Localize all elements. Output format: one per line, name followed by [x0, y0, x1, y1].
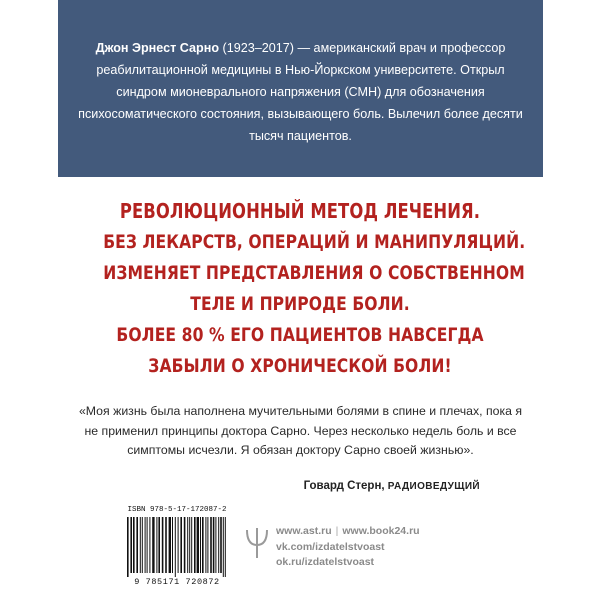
barcode-bar — [225, 517, 226, 577]
barcode-bar — [223, 517, 224, 577]
claim-line-6: ЗАБЫЛИ О ХРОНИЧЕСКОЙ БОЛИ! — [148, 355, 452, 377]
author-name: Джон Эрнест Сарно — [95, 41, 220, 55]
claim-line-2: БЕЗ ЛЕКАРСТВ, ОПЕРАЦИЙ И МАНИПУЛЯЦИЙ. — [103, 231, 526, 253]
claim-line-4: ТЕЛЕ И ПРИРОДЕ БОЛИ. — [190, 293, 410, 315]
barcode-bar — [127, 517, 129, 577]
link-ast[interactable]: www.ast.ru — [276, 525, 332, 537]
barcode-bar — [149, 517, 150, 573]
barcode-bar — [220, 517, 222, 573]
barcode-bar — [215, 517, 216, 573]
psi-logo-icon — [244, 527, 270, 559]
barcode-bar — [140, 517, 141, 573]
link-separator: | — [335, 525, 339, 537]
barcode-bar — [147, 517, 148, 573]
barcode-bar — [142, 517, 143, 573]
barcode-bar — [165, 517, 167, 573]
barcode-bar — [133, 517, 135, 573]
barcode-bar — [162, 517, 164, 573]
barcode-bar — [210, 517, 212, 573]
barcode-bar — [197, 517, 199, 573]
barcode-bar — [175, 517, 176, 577]
testimonial-author-role: РАДИОВЕДУЩИЙ — [387, 481, 480, 492]
barcode-bar — [130, 517, 132, 573]
barcode-bar — [218, 517, 219, 573]
claim-line-3: ИЗМЕНЯЕТ ПРЕДСТАВЛЕНИЯ О СОБСТВЕННОМ — [103, 262, 525, 284]
barcode-bar — [169, 517, 171, 573]
links-row-1 — [276, 524, 476, 540]
testimonial-quote: «Моя жизнь была наполнена мучительными болями в спине и плечах, пока я не применил принципы доктора Сарно. Через несколько недель боль и все симптомы исчезли. Я обязан доктору Сарно своей жизнью». — [78, 404, 523, 457]
barcode-bars — [123, 517, 231, 577]
barcode-bar — [172, 517, 173, 573]
isbn-label: ISBN 978-5-17-172087-2 — [127, 506, 227, 514]
barcode-bar — [205, 517, 206, 573]
link-book24[interactable]: www.book24.ru — [342, 525, 420, 537]
barcode-bar — [191, 517, 192, 573]
claim-line-1: РЕВОЛЮЦИОННЫЙ МЕТОД ЛЕЧЕНИЯ. — [119, 199, 481, 223]
promo-claims — [60, 196, 540, 382]
barcode-bar — [187, 517, 188, 573]
link-vk[interactable]: vk.com/izdatelstvoast — [276, 540, 385, 553]
barcode-digits: 9 785171 720872 — [134, 577, 220, 587]
testimonial-author-name: Говард Стерн, — [303, 480, 388, 492]
barcode-bar — [158, 517, 160, 573]
barcode-bar — [184, 517, 186, 573]
barcode-bar — [180, 517, 182, 573]
author-bio — [78, 37, 523, 147]
link-ok[interactable]: ok.ru/izdatelstvoast — [276, 556, 375, 568]
barcode-bar — [207, 517, 208, 573]
barcode-bar — [189, 517, 190, 573]
barcode-bar — [145, 517, 146, 573]
barcode-bar — [152, 517, 154, 573]
claim-line-5: БОЛЕЕ 80 % ЕГО ПАЦИЕНТОВ НАВСЕГДА — [116, 324, 484, 346]
barcode-bar — [213, 517, 215, 573]
publisher-links — [276, 524, 476, 571]
barcode-bar — [194, 517, 196, 573]
barcode-bar — [200, 517, 201, 573]
barcode-bar — [178, 517, 179, 573]
barcode-bar — [156, 517, 157, 573]
isbn-barcode — [123, 506, 231, 586]
testimonial-author — [300, 480, 480, 492]
barcode-bar — [202, 517, 204, 573]
author-bio-text: (1923–2017) — американский врач и профессор реабилитационной медицины в Нью-Йоркском университете. Открыл синдром мионеврального напряжения (СМН) для обозначения психосоматического состояния, вызывающего боль. Вылечил более десяти тысяч пациентов. — [78, 41, 523, 143]
barcode-bar — [136, 517, 138, 573]
